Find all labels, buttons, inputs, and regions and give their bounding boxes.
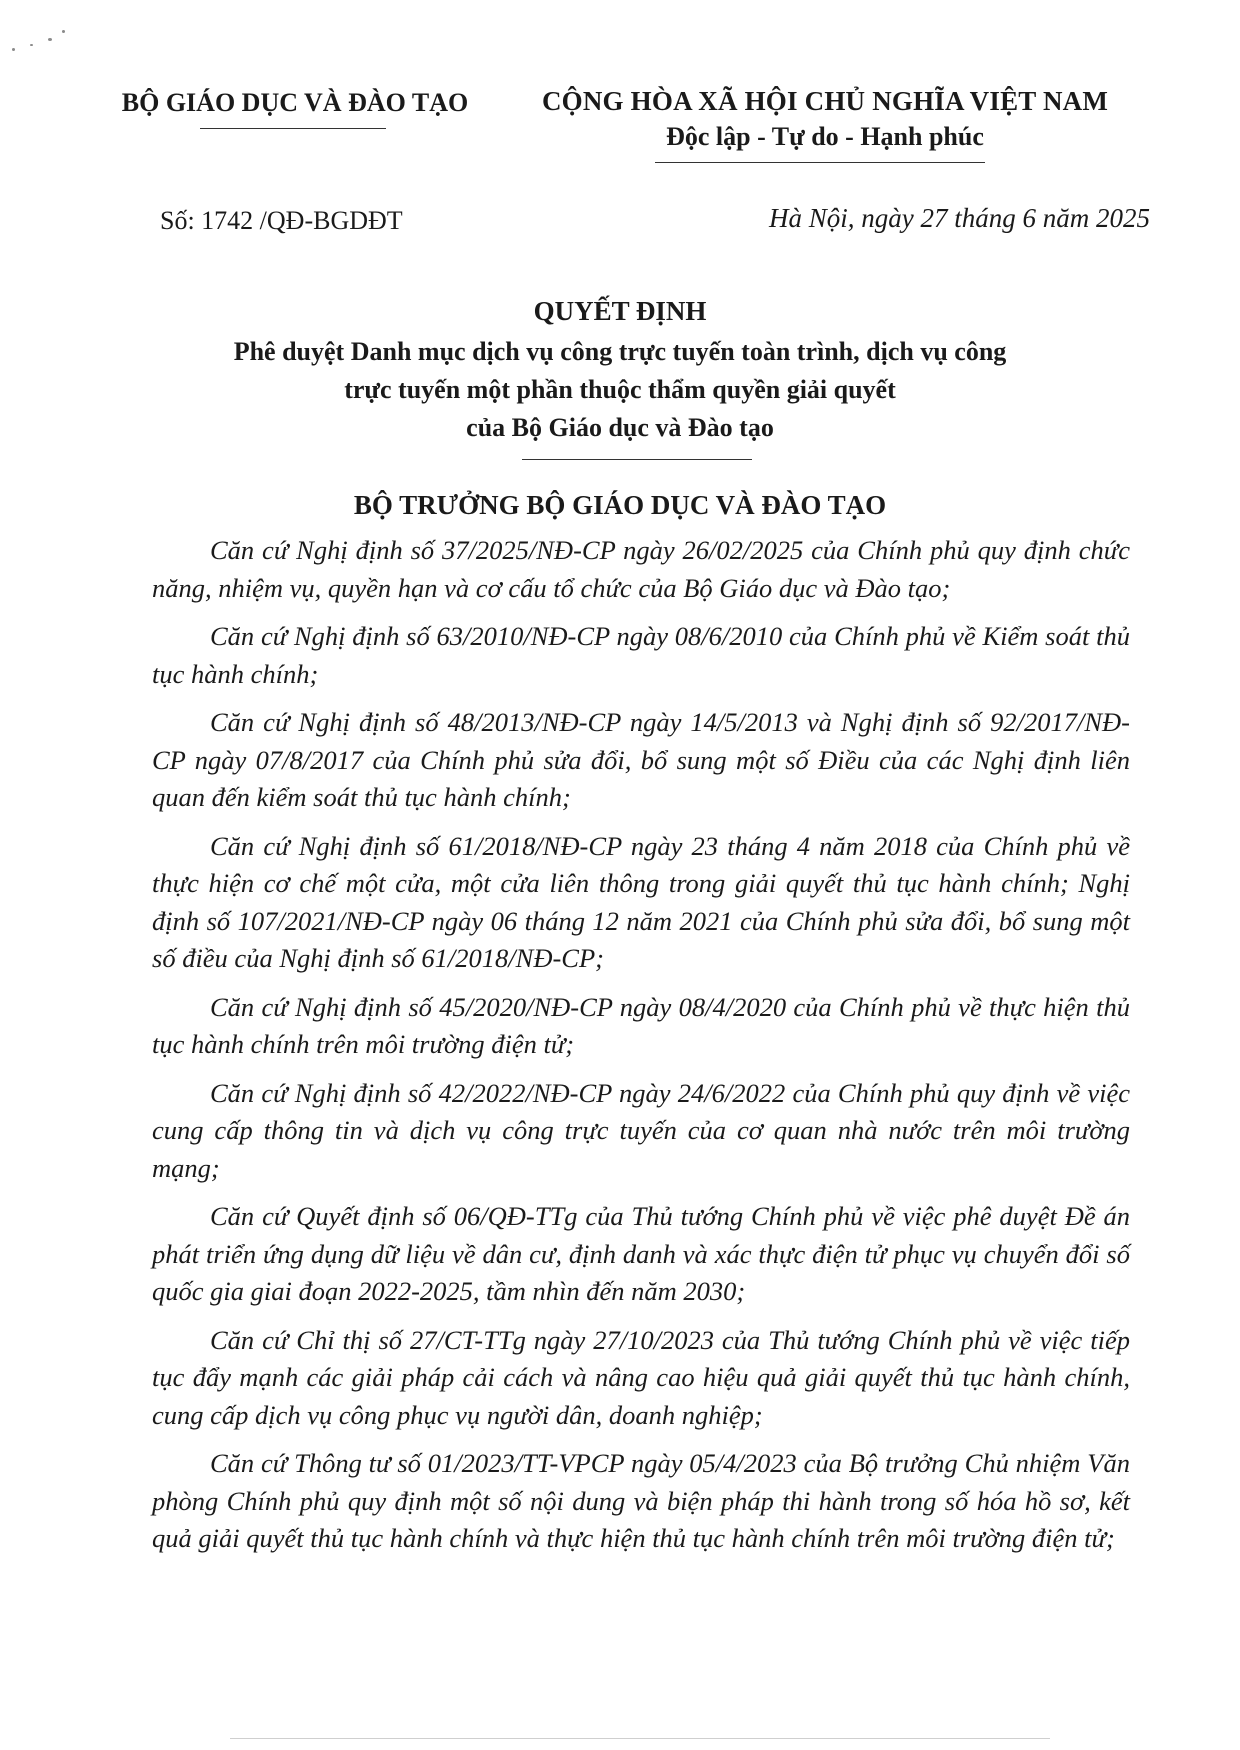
legal-basis-paragraph: Căn cứ Nghị định số 61/2018/NĐ-CP ngày 23 tháng 4 năm 2018 của Chính phủ về thực hiện cơ chế một cửa, một cửa liên thông trong giải quyết thủ tục hành chính; Nghị định số 107/2021/NĐ-CP ngày 06 tháng 12 năm 2021 của Chính phủ sửa đổi, bổ sung một số điều của Nghị định số 61/2018/NĐ-CP; xyxy=(152,830,1130,973)
scan-speck xyxy=(12,48,15,51)
legal-basis-paragraph: Căn cứ Nghị định số 42/2022/NĐ-CP ngày 24/6/2022 của Chính phủ quy định về việc cung cấp thông tin và dịch vụ công trực tuyến của cơ quan nhà nước trên môi trường mạng; xyxy=(152,1077,1130,1183)
legal-basis-paragraph: Căn cứ Thông tư số 01/2023/TT-VPCP ngày 05/4/2023 của Bộ trưởng Chủ nhiệm Văn phòng Chính phủ quy định một số nội dung và biện pháp thi hành trong số hóa hồ sơ, kết quả giải quyết thủ tục hành chính và thực hiện thủ tục hành chính trên môi trường điện tử; xyxy=(152,1448,1130,1553)
scan-speck xyxy=(48,38,52,41)
motto-underline xyxy=(655,162,985,163)
issuing-authority: BỘ TRƯỞNG BỘ GIÁO DỤC VÀ ĐÀO TẠO xyxy=(353,490,887,520)
nation-name: CỘNG HÒA XÃ HỘI CHỦ NGHĨA VIỆT NAM xyxy=(541,86,1109,116)
document-body xyxy=(152,532,1130,1558)
legal-basis-paragraph: Căn cứ Nghị định số 37/2025/NĐ-CP ngày 26/02/2025 của Chính phủ quy định chức năng, nhiệm vụ, quyền hạn và cơ cấu tổ chức của Bộ Giáo dục và Đào tạo; xyxy=(152,535,1130,603)
decision-subject-line-1: Phê duyệt Danh mục dịch vụ công trực tuyến toàn trình, dịch vụ công xyxy=(233,337,1007,366)
legal-basis-paragraph: Căn cứ Nghị định số 45/2020/NĐ-CP ngày 08/4/2020 của Chính phủ về thực hiện thủ tục hành chính trên môi trường điện tử; xyxy=(152,991,1130,1059)
title-underline xyxy=(522,459,752,460)
legal-basis-paragraph: Căn cứ Quyết định số 06/QĐ-TTg của Thủ tướng Chính phủ về việc phê duyệt Đề án phát triển ứng dụng dữ liệu về dân cư, định danh và xác thực điện tử phục vụ chuyển đổi số quốc gia giai đoạn 2022-2025, tầm nhìn đến năm 2030; xyxy=(152,1201,1130,1306)
legal-basis-paragraph: Căn cứ Nghị định số 48/2013/NĐ-CP ngày 14/5/2013 và Nghị định số 92/2017/NĐ-CP ngày 07/8/2017 của Chính phủ sửa đổi, bổ sung một số Điều của các Nghị định liên quan đến kiểm soát thủ tục hành chính; xyxy=(152,707,1130,812)
legal-basis-paragraph: Căn cứ Chỉ thị số 27/CT-TTg ngày 27/10/2023 của Thủ tướng Chính phủ về việc tiếp tục đẩy mạnh các giải pháp cải cách và nâng cao hiệu quả giải quyết thủ tục hành chính, cung cấp dịch vụ công phục vụ người dân, doanh nghiệp; xyxy=(152,1324,1130,1430)
national-motto: Độc lập - Tự do - Hạnh phúc xyxy=(666,122,984,151)
ministry-underline xyxy=(200,128,386,129)
decision-subject-line-3: của Bộ Giáo dục và Đào tạo xyxy=(466,413,774,442)
ministry-name: BỘ GIÁO DỤC VÀ ĐÀO TẠO xyxy=(121,88,469,117)
place-and-date: Hà Nội, ngày 27 tháng 6 năm 2025 xyxy=(769,203,1150,233)
document-type-title: QUYẾT ĐỊNH xyxy=(533,296,707,326)
scan-speck xyxy=(30,44,33,46)
decision-subject-line-2: trực tuyến một phần thuộc thẩm quyền giải quyết xyxy=(344,375,896,404)
scan-bottom-edge xyxy=(230,1738,1050,1739)
document-number: Số: 1742 /QĐ-BGDĐT xyxy=(160,206,403,235)
legal-basis-paragraph: Căn cứ Nghị định số 63/2010/NĐ-CP ngày 08/6/2010 của Chính phủ về Kiểm soát thủ tục hành chính; xyxy=(152,621,1130,689)
scan-speck xyxy=(62,30,65,33)
